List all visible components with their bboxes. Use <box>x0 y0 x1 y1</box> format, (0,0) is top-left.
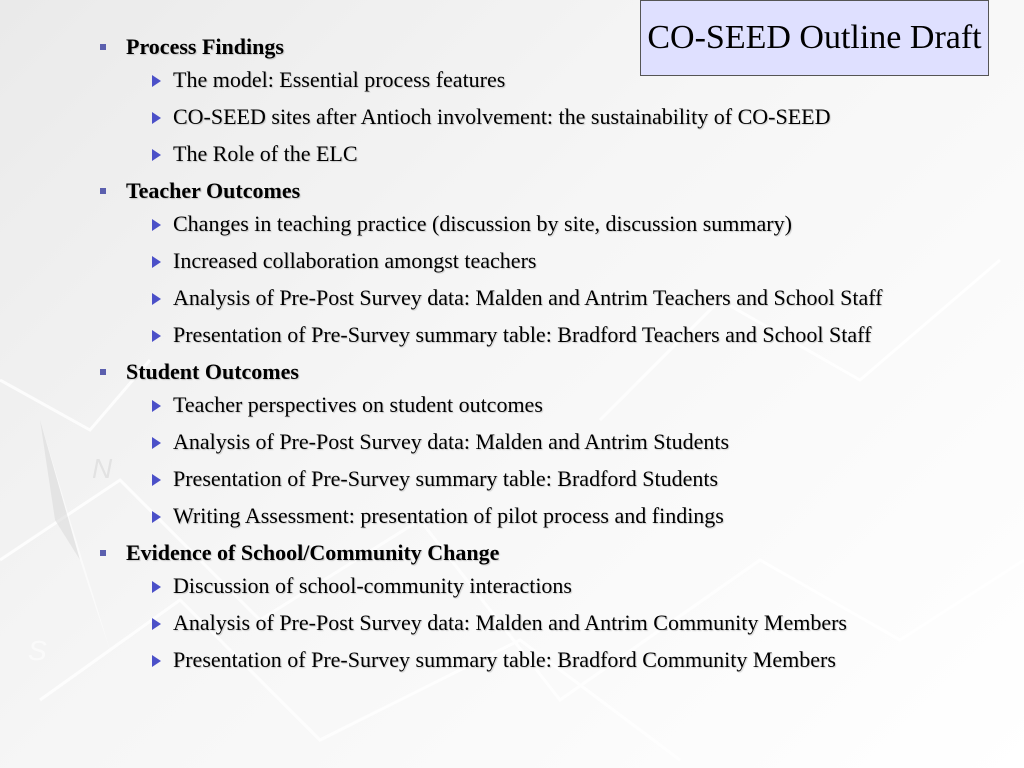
list-item <box>150 209 976 239</box>
list-item-text: Increased collaboration amongst teachers <box>173 248 537 273</box>
section-heading <box>96 538 976 568</box>
list-item <box>150 246 976 276</box>
list-item <box>150 571 976 601</box>
triangle-bullet-icon <box>152 149 161 161</box>
list-item-text: Presentation of Pre-Survey summary table: Bradford Students <box>173 466 719 491</box>
section-items <box>96 571 976 675</box>
list-item <box>150 390 976 420</box>
list-item <box>150 139 976 169</box>
triangle-bullet-icon <box>152 474 161 486</box>
list-item <box>150 283 976 313</box>
outline-section <box>96 176 976 350</box>
list-item <box>150 464 976 494</box>
section-heading-text: Student Outcomes <box>126 359 299 384</box>
square-bullet-icon <box>100 550 106 556</box>
list-item-text: Presentation of Pre-Survey summary table: Bradford Community Members <box>173 647 836 672</box>
list-item <box>150 427 976 457</box>
list-item-text: Analysis of Pre-Post Survey data: Malden and Antrim Students <box>173 429 730 454</box>
triangle-bullet-icon <box>152 581 161 593</box>
square-bullet-icon <box>100 188 106 194</box>
slide-title: CO-SEED Outline Draft <box>647 19 982 56</box>
list-item-text: Analysis of Pre-Post Survey data: Malden and Antrim Teachers and School Staff <box>173 285 883 310</box>
section-heading-text: Teacher Outcomes <box>126 178 301 203</box>
list-item-text: CO-SEED sites after Antioch involvement: the sustainability of CO-SEED <box>173 104 831 129</box>
triangle-bullet-icon <box>152 511 161 523</box>
section-items <box>96 390 976 531</box>
list-item <box>150 608 976 638</box>
section-heading-text: Process Findings <box>126 34 284 59</box>
list-item <box>150 645 976 675</box>
section-heading-text: Evidence of School/Community Change <box>126 540 500 565</box>
outline-section <box>96 357 976 531</box>
triangle-bullet-icon <box>152 655 161 667</box>
triangle-bullet-icon <box>152 112 161 124</box>
triangle-bullet-icon <box>152 75 161 87</box>
triangle-bullet-icon <box>152 330 161 342</box>
list-item <box>150 501 976 531</box>
list-item-text: Teacher perspectives on student outcomes <box>173 392 543 417</box>
outline <box>96 32 976 682</box>
triangle-bullet-icon <box>152 256 161 268</box>
list-item <box>150 65 976 95</box>
section-items <box>96 65 976 169</box>
list-item <box>150 102 976 132</box>
svg-text:N: N <box>92 453 113 484</box>
list-item-text: The model: Essential process features <box>173 67 506 92</box>
section-heading <box>96 32 976 62</box>
triangle-bullet-icon <box>152 293 161 305</box>
outline-section <box>96 538 976 675</box>
list-item <box>150 320 976 350</box>
triangle-bullet-icon <box>152 219 161 231</box>
list-item-text: Discussion of school-community interactions <box>173 573 572 598</box>
square-bullet-icon <box>100 44 106 50</box>
list-item-text: Changes in teaching practice (discussion by site, discussion summary) <box>173 211 792 236</box>
list-item-text: Analysis of Pre-Post Survey data: Malden and Antrim Community Members <box>173 610 847 635</box>
list-item-text: The Role of the ELC <box>173 141 358 166</box>
list-item-text: Writing Assessment: presentation of pilot process and findings <box>173 503 724 528</box>
square-bullet-icon <box>100 369 106 375</box>
triangle-bullet-icon <box>152 437 161 449</box>
section-heading <box>96 357 976 387</box>
triangle-bullet-icon <box>152 400 161 412</box>
triangle-bullet-icon <box>152 618 161 630</box>
section-items <box>96 209 976 350</box>
outline-section <box>96 32 976 169</box>
svg-text:S: S <box>28 635 47 666</box>
section-heading <box>96 176 976 206</box>
list-item-text: Presentation of Pre-Survey summary table: Bradford Teachers and School Staff <box>173 322 872 347</box>
